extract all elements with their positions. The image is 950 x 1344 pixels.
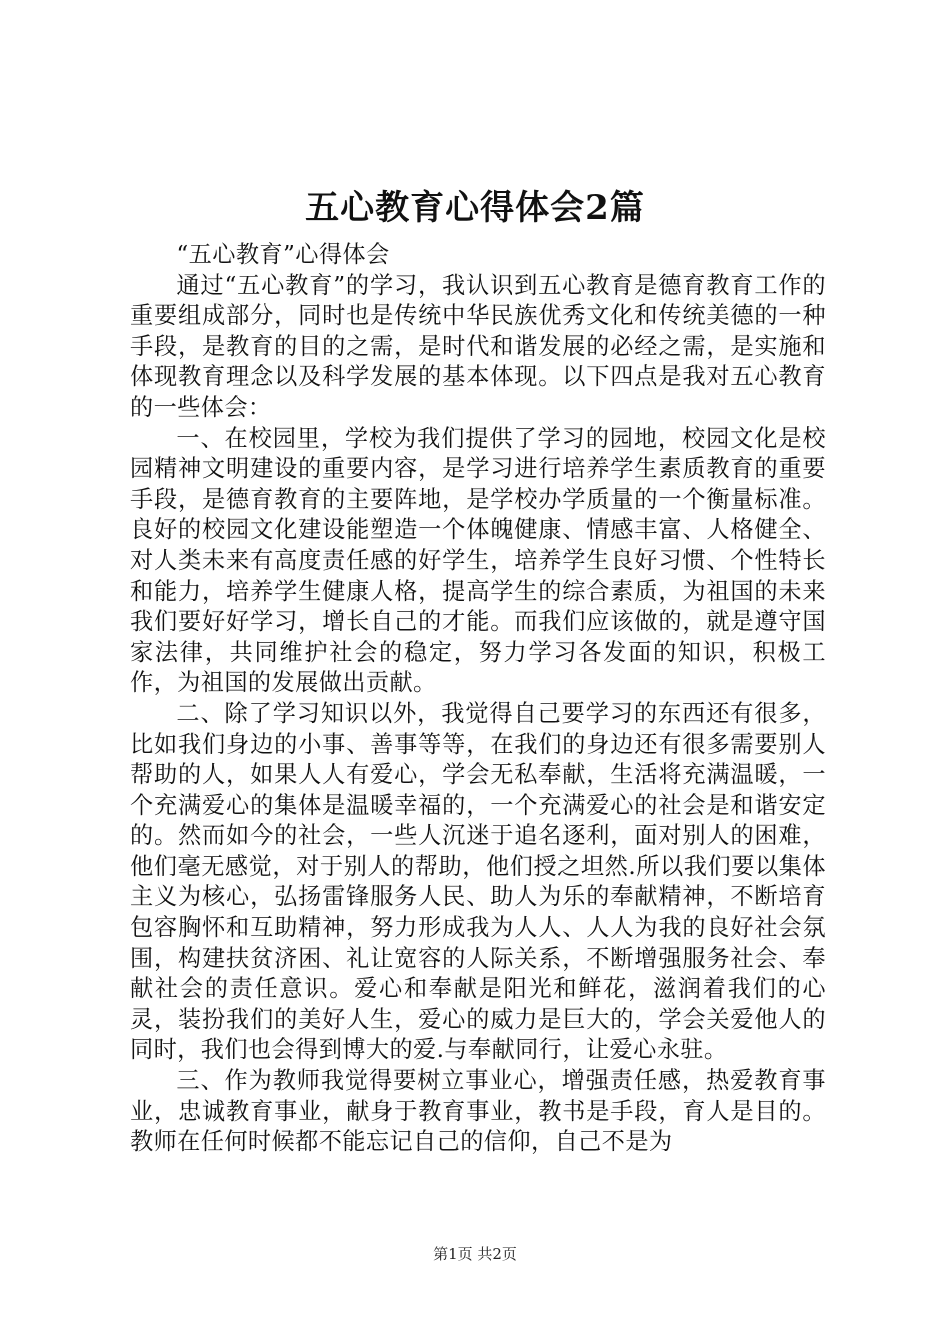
document-body — [130, 240, 826, 1158]
paragraph-point-two: 二、除了学习知识以外，我觉得自己要学习的东西还有很多，比如我们身边的小事、善事等等，在我们的身边还有很多需要别人帮助的人，如果人人有爱心，学会无私奉献，生活将充满温暖，一个充满爱心的集体是温暖幸福的，一个充满爱心的社会是和谐安定的。然而如今的社会，一些人沉迷于追名逐利，面对别人的困难，他们毫无感觉，对于别人的帮助，他们授之坦然.所以我们要以集体主义为核心，弘扬雷锋服务人民、助人为乐的奉献精神，不断培育包容胸怀和互助精神，努力形成我为人人、人人为我的良好社会氛围，构建扶贫济困、礼让宽容的人际关系，不断增强服务社会、奉献社会的责任意识。爱心和奉献是阳光和鲜花，滋润着我们的心灵，装扮我们的美好人生，爱心的威力是巨大的，学会关爱他人的同时，我们也会得到博大的爱.与奉献同行，让爱心永驻。 — [130, 699, 826, 1064]
section-heading: “五心教育”心得体会 — [176, 241, 390, 268]
page-number-footer: 第1页 共2页 — [433, 1245, 517, 1263]
paragraph-point-one: 一、在校园里，学校为我们提供了学习的园地，校园文化是校园精神文明建设的重要内容，是学习进行培养学生素质教育的重要手段，是德育教育的主要阵地，是学校办学质量的一个衡量标准。良好的校园文化建设能塑造一个体魄健康、情感丰富、人格健全、对人类未来有高度责任感的好学生，培养学生良好习惯、个性特长和能力，培养学生健康人格，提高学生的综合素质，为祖国的未来我们要好好学习，增长自己的才能。而我们应该做的，就是遵守国家法律，共同维护社会的稳定，努力学习各发面的知识，积极工作，为祖国的发展做出贡献。 — [130, 424, 826, 697]
paragraph-point-three: 三、作为教师我觉得要树立事业心，增强责任感，热爱教育事业，忠诚教育事业，献身于教育事业，教书是手段，育人是目的。教师在任何时候都不能忘记自己的信仰，自己不是为 — [130, 1067, 826, 1156]
document-title: 五心教育心得体会2篇 — [305, 188, 645, 228]
intro-paragraph: 通过“五心教育”的学习，我认识到五心教育是德育教育工作的重要组成部分，同时也是传统中华民族优秀文化和传统美德的一种手段，是教育的目的之需，是时代和谐发展的必经之需，是实施和体现教育理念以及科学发展的基本体现。以下四点是我对五心教育的一些体会： — [130, 271, 826, 421]
